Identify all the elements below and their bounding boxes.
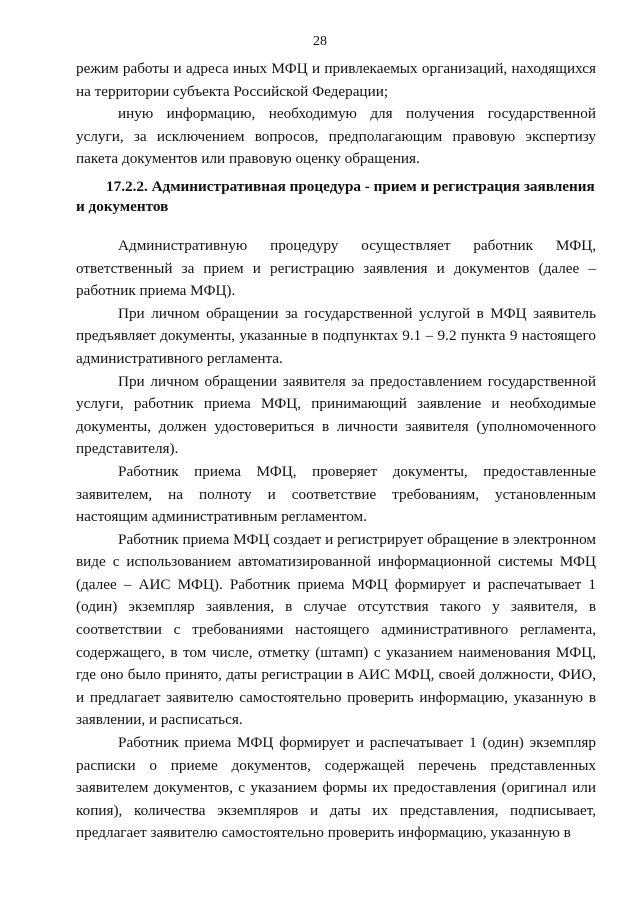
paragraph-procedure-performer: Административную процедуру осуществляет работник МФЦ, ответственный за прием и регистрацию заявления и документов (далее – работник приема МФЦ). <box>76 236 596 300</box>
section-heading: 17.2.2. Административная процедура - прием и регистрация заявления и документов <box>76 177 595 215</box>
paragraph-work-schedule: режим работы и адреса иных МФЦ и привлекаемых организаций, находящихся на территории субъекта Российской Федерации; <box>76 60 596 100</box>
paragraph-identity-verification: При личном обращении заявителя за предоставлением государственной услуги, работник приема МФЦ, принимающий заявление и необходимые документы, должен удостовериться в личности заявителя (уполномоченного представителя). <box>76 372 596 458</box>
paragraph-registration-ais: Работник приема МФЦ создает и регистрирует обращение в электронном виде с использованием автоматизированной информационной системы МФЦ (далее – АИС МФЦ). Работник приема МФЦ формирует и распечатывает 1 (один) экземпляр заявления, в случае отсутствия такого у заявителя, в соответствии с требованиями настоящего административного регламента, содержащего, в том числе, отметку (штамп) с указанием наименования МФЦ, где оно было принято, даты регистрации в АИС МФЦ, своей должности, ФИО, и предлагает заявителю самостоятельно проверить информацию, указанную в заявлении, и расписаться. <box>76 530 596 729</box>
paragraph-document-check: Работник приема МФЦ, проверяет документы, предоставленные заявителем, на полноту и соответствие требованиям, установленным настоящим административным регламентом. <box>76 462 596 526</box>
paragraph-personal-appeal-documents: При личном обращении за государственной услугой в МФЦ заявитель предъявляет документы, указанные в подпунктах 9.1 – 9.2 пункта 9 настоящего административного регламента. <box>76 304 596 367</box>
page-number: 28 <box>313 34 327 49</box>
paragraph-other-info: иную информацию, необходимую для получения государственной услуги, за исключением вопросов, предполагающим правовую экспертизу пакета документов или правовую оценку обращения. <box>76 105 596 168</box>
document-body <box>76 58 596 845</box>
paragraph-receipt: Работник приема МФЦ формирует и распечатывает 1 (один) экземпляр расписки о приеме документов, содержащей перечень представленных заявителем документов, с указанием формы их предоставления (оригинал или копия), количества экземпляров и даты их представления, подписывает, предлагает заявителю самостоятельно проверить информацию, указанную в <box>76 734 596 842</box>
